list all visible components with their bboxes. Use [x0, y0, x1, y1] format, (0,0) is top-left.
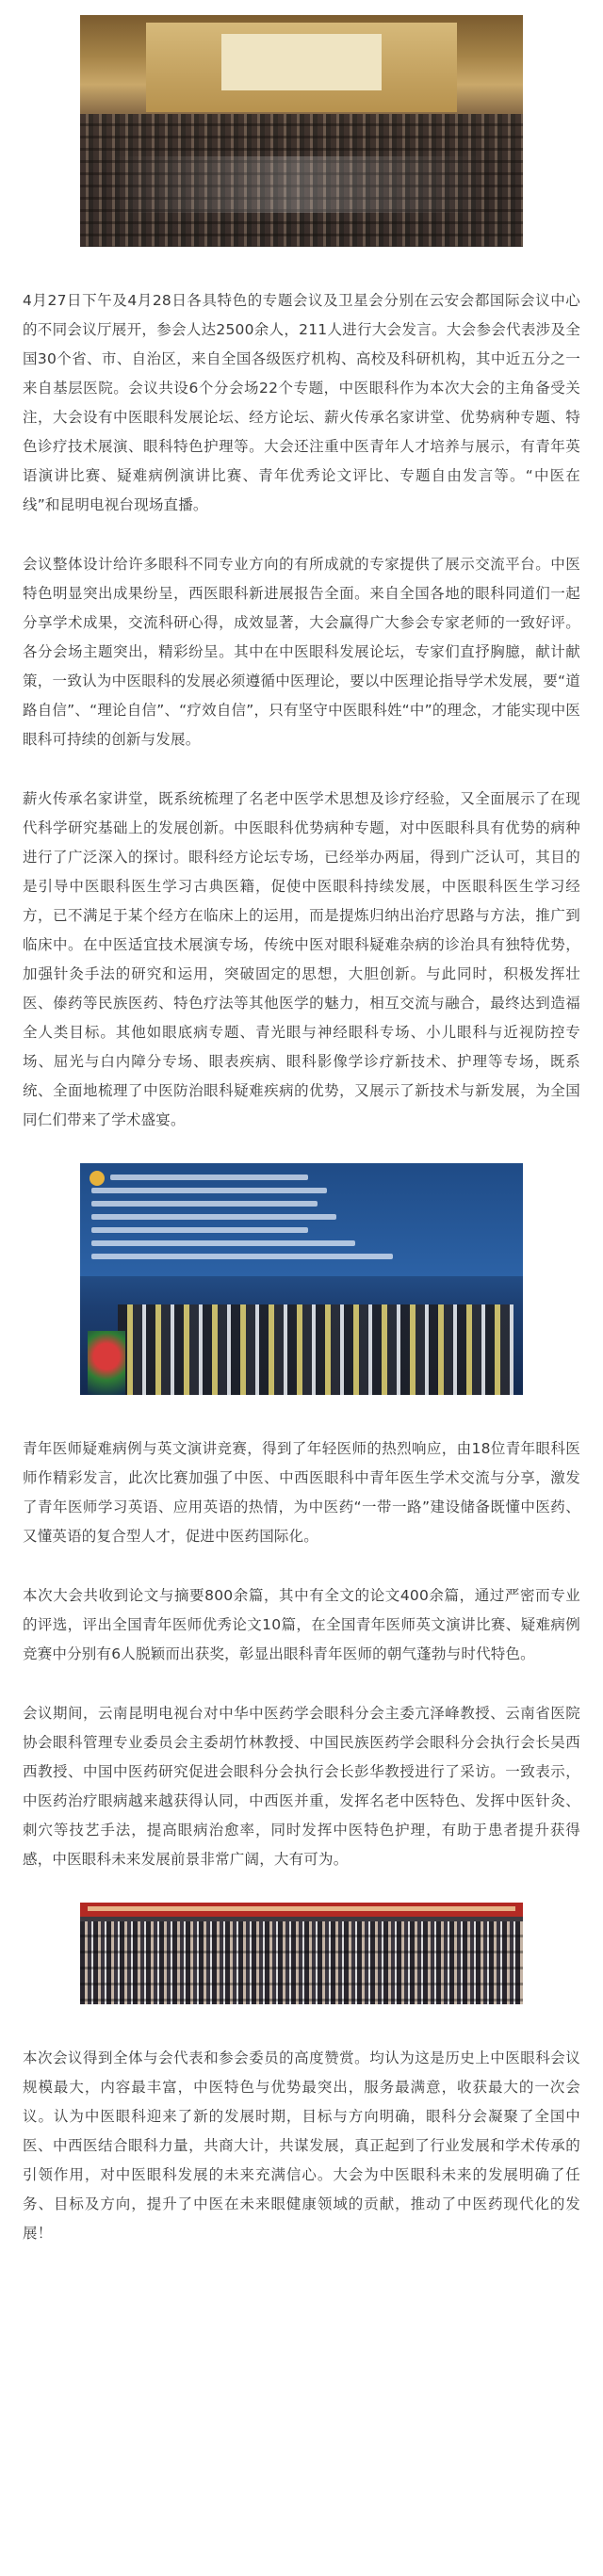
- paragraph-1: 4月27日下午及4月28日各具特色的专题会议及卫星会分别在云安会都国际会议中心的不同会议厅展开，参会人达2500余人，211人进行大会发言。大会参会代表涉及全国30个省、市、自治区，来自全国各级医疗机构、高校及科研机构，其中近五分之一来自基层医院。会议共设6个分会场22个专题，中医眼科作为本次大会的主角备受关注，大会设有中医眼科发展论坛、经方论坛、薪火传承名家讲堂、优势病种专题、特色诊疗技术展演、眼科特色护理等。大会还注重中医青年人才培养与展示，有青年英语演讲比赛、疑难病例演讲比赛、青年优秀论文评比、专题自由发言等。“中医在线”和昆明电视台现场直播。: [23, 292, 580, 513]
- group-photo: [80, 1903, 523, 2004]
- paragraph-6: 会议期间，云南昆明电视台对中华中医药学会眼科分会主委亢泽峰教授、云南省医院协会眼科管理专业委员会主委胡竹林教授、中国民族医药学会眼科分会执行会长吴西西教授、中国中医药研究促进会眼科分会执行会长彭华教授进行了采访。一致表示，中医药治疗眼病越来越获得认同，中西医并重，发挥名老中医特色、发挥中医针灸、刺穴等技艺手法，提高眼病治愈率，同时发挥中医特色护理，有助于患者提升获得感，中医眼科未来发展前景非常广阔，大有可为。: [23, 1705, 580, 1868]
- event-banner: [80, 1163, 523, 1276]
- article-page: [0, 15, 603, 2576]
- paragraph-4: 青年医师疑难病例与英文演讲竞赛，得到了年轻医师的热烈响应，由18位青年眼科医师作精彩发言，此次比赛加强了中医、中西医眼科中青年医生学术交流与分享，激发了青年医师学习英语、应用英语的热情，为中医药“一带一路”建设储备既懂中医药、又懂英语的复合型人才，促进中医药国际化。: [23, 1440, 580, 1545]
- award-ceremony-photo: [80, 1163, 523, 1395]
- projection-screen: [221, 34, 382, 90]
- conference-hall-photo: [80, 15, 523, 247]
- banner-text-strip: [88, 1906, 515, 1911]
- paragraph-7: 本次会议得到全体与会代表和参会委员的高度赞赏。均认为这是历史上中医眼科会议规模最大，内容最丰富，中医特色与优势最突出，服务最满意，收获最大的一次会议。认为中医眼科迎来了新的发展时期，目标与方向明确，眼科分会凝聚了全国中医、中西医结合眼科力量，共商大计，共谋发展，真正起到了行业发展和学术传承的引领作用，对中医眼科发展的未来充满信心。大会为中医眼科未来的发展明确了任务、目标及方向，提升了中医在未来眼健康领域的贡献，推动了中医药现代化的发展！: [23, 2049, 580, 2242]
- paragraph-2: 会议整体设计给许多眼科不同专业方向的有所成就的专家提供了展示交流平台。中医特色明显突出成果纷呈，西医眼科新进展报告全面。来自全国各地的眼科同道们一起分享学术成果，交流科研心得，成效显著，大会赢得广大参会专家老师的一致好评。各分会场主题突出，精彩纷呈。其中在中医眼科发展论坛，专家们直抒胸臆，献计献策，一致认为中医眼科的发展必须遵循中医理论，要以中医理论指导学术发展，要“道路自信”、“理论自信”、“疗效自信”，只有坚守中医眼科姓“中”的理念，才能实现中医眼科可持续的创新与发展。: [23, 556, 580, 748]
- flower-arrangement: [88, 1331, 125, 1395]
- award-recipients: [118, 1304, 513, 1395]
- paragraph-3: 薪火传承名家讲堂，既系统梳理了名老中医学术思想及诊疗经验，又全面展示了在现代科学研究基础上的发展创新。中医眼科优势病种专题，对中医眼科具有优势的病种进行了广泛深入的探讨。眼科经方论坛专场，已经举办两届，得到广泛认可，其目的是引导中医眼科医生学习古典医籍，促使中医眼科持续发展，中医眼科医生学习经方，已不满足于某个经方在临床上的运用，而是提炼归纳出治疗思路与方法，推广到临床中。在中医适宜技术展演专场，传统中医对眼科疑难杂病的诊治具有独特优势，加强针灸手法的研究和运用，突破固定的思想，大胆创新。与此同时，积极发挥壮医、傣药等民族医药、特色疗法等其他医学的魅力，相互交流与融合，最终达到造福全人类目标。其他如眼底病专题、青光眼与神经眼科专场、小儿眼科与近视防控专场、屈光与白内障分专场、眼表疾病、眼科影像学诊疗新技术、护理等专场，既系统、全面地梳理了中医防治眼科疑难疾病的优势，又展示了新技术与新发展，为全国同仁们带来了学术盛宴。: [23, 790, 580, 1128]
- society-logo-icon: [90, 1171, 105, 1186]
- paragraph-5: 本次大会共收到论文与摘要800余篇，其中有全文的论文400余篇，通过严密而专业的评选，评出全国青年医师优秀论文10篇，在全国青年医师英文演讲比赛、疑难病例竞赛中分别有6人脱颖而出获奖，彰显出眼科青年医师的朝气蓬勃与时代特色。: [23, 1587, 580, 1662]
